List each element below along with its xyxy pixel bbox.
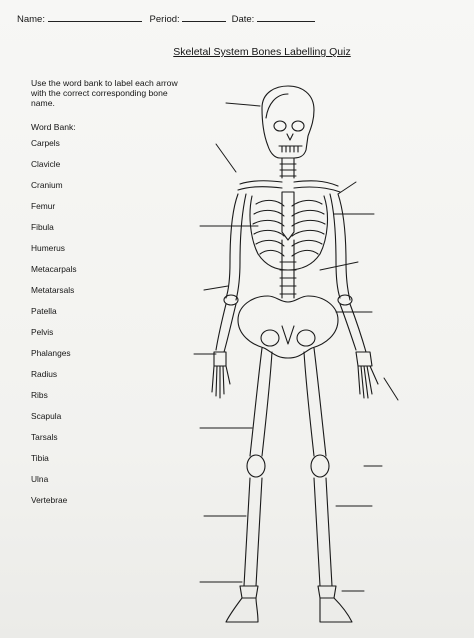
name-label: Name: <box>17 14 45 25</box>
spine <box>280 240 296 298</box>
date-label: Date: <box>231 14 255 25</box>
arrow-line <box>320 262 358 270</box>
instructions: Use the word bank to label each arrow with the correct corresponding bone name. <box>31 78 178 108</box>
word-bank-item: Metacarpals <box>31 264 77 274</box>
right-arm <box>330 194 378 398</box>
arrow-line <box>204 286 228 290</box>
arrow-line <box>384 378 398 400</box>
skull <box>262 86 314 158</box>
word-bank-item: Fibula <box>31 222 54 232</box>
rib-cage <box>250 192 327 270</box>
arrow-line <box>338 182 356 194</box>
word-bank-item: Tarsals <box>31 432 58 442</box>
word-bank-item: Metatarsals <box>31 285 75 295</box>
left-arm <box>212 194 246 398</box>
word-bank-item: Radius <box>31 369 58 379</box>
word-bank-item: Humerus <box>31 243 65 253</box>
word-bank-item: Vertebrae <box>31 495 68 505</box>
word-bank-item: Femur <box>31 201 56 211</box>
word-bank-item: Phalanges <box>31 348 71 358</box>
word-bank-item: Ulna <box>31 474 49 484</box>
word-bank-item: Carpels <box>31 138 60 148</box>
pelvis <box>238 296 338 358</box>
arrow-line <box>216 144 236 172</box>
arrow-line <box>226 103 260 106</box>
word-bank-item: Patella <box>31 306 57 316</box>
left-leg <box>226 348 272 622</box>
word-bank-item: Pelvis <box>31 327 54 337</box>
neck-vertebrae <box>280 158 296 178</box>
right-leg <box>304 348 352 622</box>
word-bank-item: Scapula <box>31 411 62 421</box>
word-bank-item: Cranium <box>31 180 63 190</box>
word-bank-item: Tibia <box>31 453 49 463</box>
page-title: Skeletal System Bones Labelling Quiz <box>173 46 351 58</box>
word-bank-item: Clavicle <box>31 159 61 169</box>
period-label: Period: <box>149 14 180 25</box>
word-bank-title: Word Bank: <box>31 122 76 132</box>
shoulder-girdle <box>238 181 340 192</box>
word-bank-item: Ribs <box>31 390 48 400</box>
